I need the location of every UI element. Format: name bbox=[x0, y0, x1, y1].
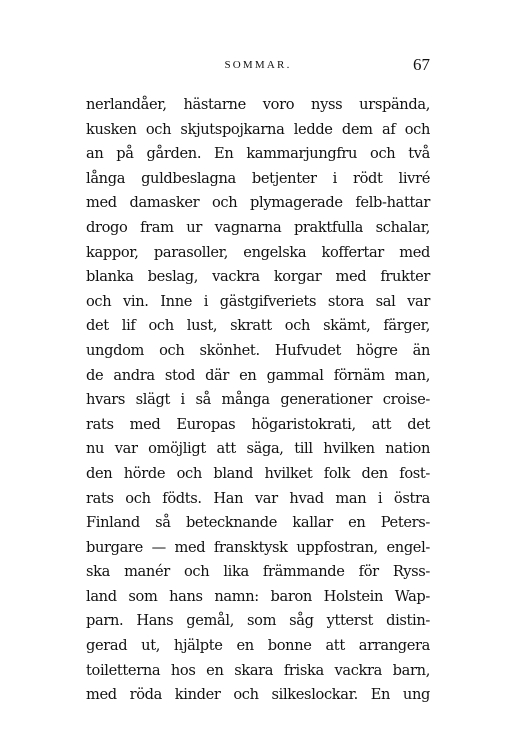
text-line: hvars slägt i så många generationer croise- bbox=[86, 391, 430, 409]
text-line: de andra stod där en gammal förnäm man, bbox=[86, 366, 430, 384]
text-line: burgare — med fransktysk uppfostran, engel- bbox=[86, 538, 430, 556]
text-line: toiletterna hos en skara friska vackra barn, bbox=[86, 661, 430, 679]
page-number: 67 bbox=[413, 55, 430, 74]
text-line: ungdom och skönhet. Hufvudet högre än bbox=[86, 341, 430, 359]
page-header bbox=[86, 56, 430, 76]
running-head: SOMMAR. bbox=[224, 59, 292, 71]
text-line: rats med Europas högaristokrati, att det bbox=[86, 415, 430, 433]
text-line: kappor, parasoller, engelska koffertar med bbox=[86, 243, 430, 261]
text-line: Finland så betecknande kallar en Peters- bbox=[86, 514, 430, 532]
text-line: blanka beslag, vackra korgar med frukter bbox=[86, 268, 430, 286]
text-line: med röda kinder och silkeslockar. En ung bbox=[86, 686, 430, 704]
text-line: långa guldbeslagna betjenter i rödt livré bbox=[86, 169, 430, 187]
text-line: drogo fram ur vagnarna praktfulla schalar, bbox=[86, 218, 430, 236]
text-line: ska manér och lika främmande för Ryss- bbox=[86, 563, 430, 581]
text-line: gerad ut, hjälpte en bonne att arrangera bbox=[86, 637, 430, 655]
text-line: nu var omöjligt att säga, till hvilken nation bbox=[86, 440, 430, 458]
text-line: nerlandåer, hästarne voro nyss urspända, bbox=[86, 96, 430, 113]
body-text bbox=[86, 93, 430, 708]
text-line: parn. Hans gemål, som såg ytterst distin- bbox=[86, 612, 430, 630]
text-line: och vin. Inne i gästgifveriets stora sal var bbox=[86, 292, 430, 310]
text-line: med damasker och plymagerade felb-hattar bbox=[86, 194, 430, 212]
text-line: den hörde och bland hvilket folk den fost- bbox=[86, 464, 430, 482]
text-line: land som hans namn: baron Holstein Wap- bbox=[86, 587, 430, 605]
text-line: rats och födts. Han var hvad man i östra bbox=[86, 489, 430, 507]
text-line: kusken och skjutspojkarna ledde dem af och bbox=[86, 120, 430, 138]
text-line: det lif och lust, skratt och skämt, färger, bbox=[86, 317, 430, 335]
text-line: an på gården. En kammarjungfru och två bbox=[86, 145, 430, 163]
